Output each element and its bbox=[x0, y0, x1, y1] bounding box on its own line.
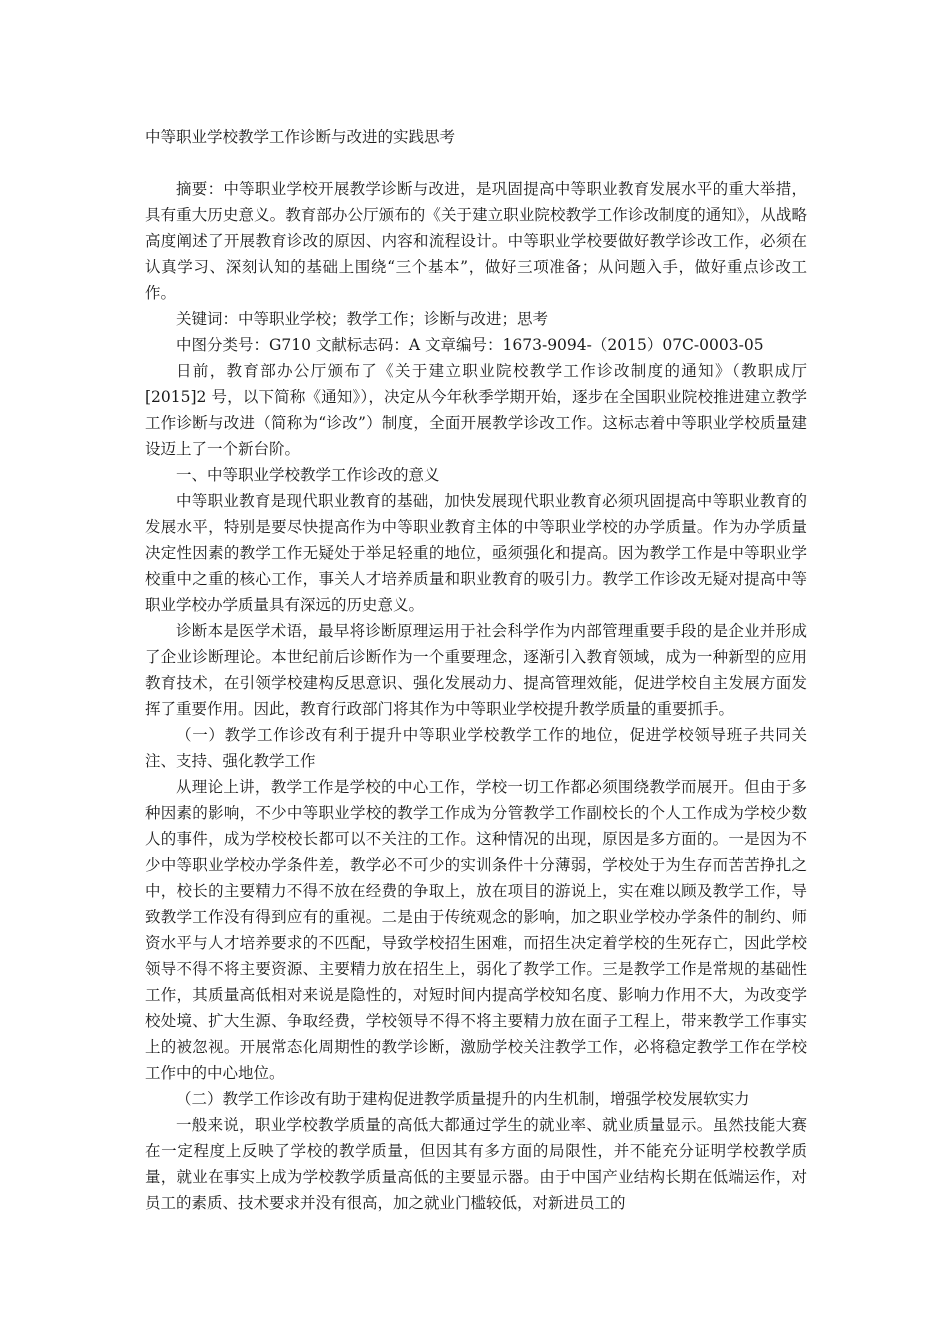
document-title: 中等职业学校教学工作诊断与改进的实践思考 bbox=[145, 128, 456, 146]
subsection-heading-1: （一）教学工作诊改有利于提升中等职业学校教学工作的地位，促进学校领导班子共同关注、支持、强化教学工作 bbox=[145, 726, 807, 770]
subsection1-paragraph: 从理论上讲，教学工作是学校的中心工作，学校一切工作都必须围绕教学而展开。但由于多种因素的影响，不少中等职业学校的教学工作成为分管教学工作副校长的个人工作成为学校少数人的事件，成为学校校长都可以不关注的工作。这种情况的出现，原因是多方面的。一是因为不少中等职业学校办学条件差，教学必不可少的实训条件十分薄弱，学校处于为生存而苦苦挣扎之中，校长的主要精力不得不放在经费的争取上，放在项目的游说上，实在难以顾及教学工作，导致教学工作没有得到应有的重视。二是由于传统观念的影响，加之职业学校办学条件的制约、师资水平与人才培养要求的不匹配，导致学校招生困难，而招生决定着学校的生死存亡，因此学校领导不得不将主要资源、主要精力放在招生上，弱化了教学工作。三是教学工作是常规的基础性工作，其质量高低相对来说是隐性的，对短时间内提高学校知名度、影响力作用不大，为改变学校处境、扩大生源、争取经费，学校领导不得不将主要精力放在面子工程上，带来教学工作事实上的被忽视。开展常态化周期性的教学诊断，激励学校关注教学工作，必将稳定教学工作在学校工作中的中心地位。 bbox=[145, 778, 807, 1082]
subsection-heading-2: （二）教学工作诊改有助于建构促进教学质量提升的内生机制，增强学校发展软实力 bbox=[176, 1090, 750, 1108]
section-heading-1: 一、中等职业学校教学工作诊改的意义 bbox=[176, 466, 440, 484]
keywords-line: 关键词：中等职业学校；教学工作；诊断与改进；思考 bbox=[176, 310, 549, 328]
section1-paragraph-2: 诊断本是医学术语，最早将诊断原理运用于社会科学作为内部管理重要手段的是企业并形成了企业诊断理论。本世纪前后诊断作为一个重要理念，逐渐引入教育领域，成为一种新型的应用教育技术，在引领学校建构反思意识、强化发展动力、提高管理效能，促进学校自主发展方面发挥了重要作用。因此，教育行政部门将其作为中等职业学校提升教学质量的重要抓手。 bbox=[145, 622, 807, 718]
section1-paragraph-1: 中等职业教育是现代职业教育的基础，加快发展现代职业教育必须巩固提高中等职业教育的发展水平，特别是要尽快提高作为中等职业教育主体的中等职业学校的办学质量。作为办学质量决定性因素的教学工作无疑处于举足轻重的地位，亟须强化和提高。因为教学工作是中等职业学校重中之重的核心工作，事关人才培养质量和职业教育的吸引力。教学工作诊改无疑对提高中等职业学校办学质量具有深远的历史意义。 bbox=[145, 492, 807, 614]
abstract-paragraph: 摘要：中等职业学校开展教学诊断与改进，是巩固提高中等职业教育发展水平的重大举措，具有重大历史意义。教育部办公厅颁布的《关于建立职业院校教学工作诊改制度的通知》，从战略高度阐述了开展教育诊改的原因、内容和流程设计。中等职业学校要做好教学诊改工作，必须在认真学习、深刻认知的基础上围绕“三个基本”，做好三项准备；从问题入手，做好重点诊改工作。 bbox=[145, 180, 807, 302]
subsection2-paragraph: 一般来说，职业学校教学质量的高低大都通过学生的就业率、就业质量显示。虽然技能大赛在一定程度上反映了学校的教学质量，但因其有多方面的局限性，并不能充分证明学校教学质量，就业在事实上成为学校教学质量高低的主要显示器。由于中国产业结构长期在低端运作，对员工的素质、技术要求并没有很高，加之就业门槛较低，对新进员工的 bbox=[145, 1116, 807, 1212]
intro-paragraph: 日前，教育部办公厅颁布了《关于建立职业院校教学工作诊改制度的通知》（教职成厅[2015]2 号，以下简称《通知》），决定从今年秋季学期开始，逐步在全国职业院校推进建立教学工作诊断与改进（简称为“诊改”）制度，全面开展教学诊改工作。这标志着中等职业学校质量建设迈上了一个新台阶。 bbox=[145, 362, 807, 458]
document-page bbox=[145, 124, 807, 1216]
classification-line: 中图分类号：G710 文献标志码：A 文章编号：1673-9094-（2015）07C-0003-05 bbox=[176, 336, 764, 354]
